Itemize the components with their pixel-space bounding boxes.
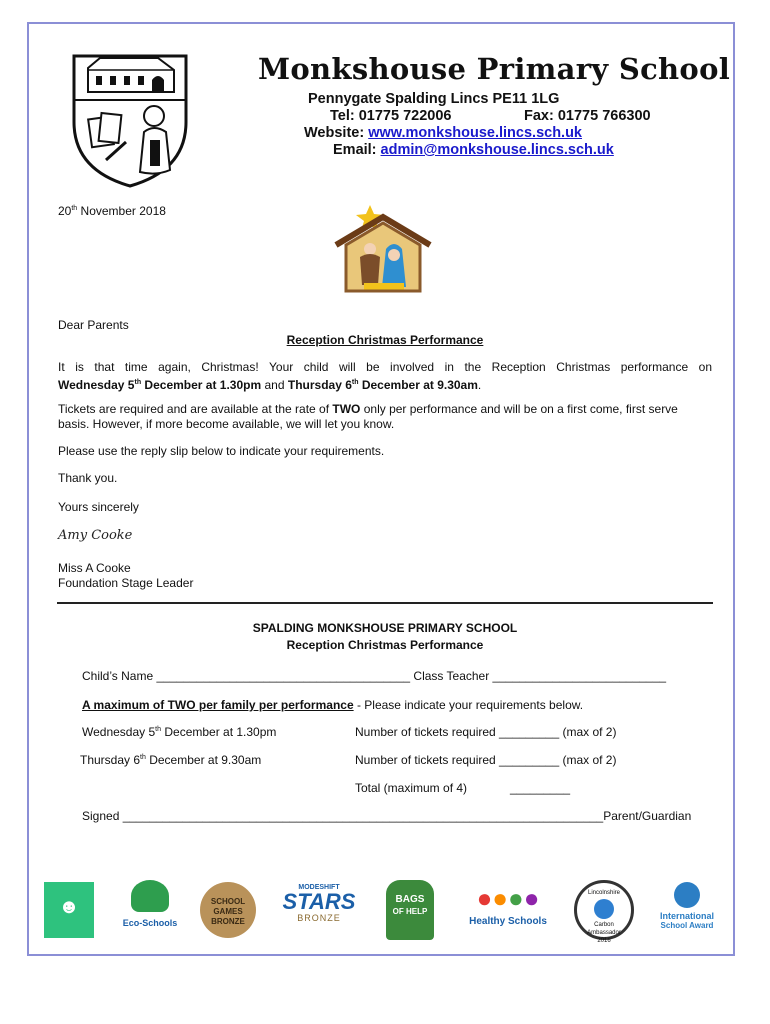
signed-field[interactable]: Signed ________________________________________________________________________Parent/Guardian bbox=[82, 809, 692, 823]
international-school-award-logo: International School Award bbox=[650, 882, 724, 938]
person-icon: ☻ bbox=[58, 896, 80, 918]
thanks: Thank you. bbox=[58, 471, 118, 485]
eco-schools-logo: Eco-Schools bbox=[120, 880, 180, 940]
email-label: Email: bbox=[333, 142, 377, 158]
bags-of-help-logo: BAGS OF HELP bbox=[386, 880, 434, 940]
school-crest-logo bbox=[70, 52, 190, 188]
paragraph-3: Please use the reply slip below to indicate your requirements. bbox=[58, 444, 385, 458]
website-label: Website: bbox=[304, 125, 365, 141]
signature: Amy Cooke bbox=[58, 528, 133, 543]
healthy-schools-logo: ●●●● Healthy Schools bbox=[456, 880, 560, 940]
globe-people-icon bbox=[674, 882, 700, 908]
paragraph-1-line-2: Wednesday 5th December at 1.30pm and Thursday 6th December at 9.30am. bbox=[58, 378, 482, 392]
thursday-label: Thursday 6th December at 9.30am bbox=[80, 753, 262, 767]
total-field[interactable]: _________ bbox=[510, 781, 571, 795]
website-line bbox=[304, 125, 582, 141]
carbon-ambassador-logo: Lincolnshire Carbon Ambassador 2016 bbox=[574, 880, 634, 940]
letter-date: 20th November 2018 bbox=[58, 204, 166, 218]
school-address: Pennygate Spalding Lincs PE11 1LG bbox=[308, 91, 560, 107]
paragraph-1-line-1: It is that time again, Christmas! Your child will be involved in the Reception Christmas performance on bbox=[58, 360, 712, 374]
wednesday-label: Wednesday 5th December at 1.30pm bbox=[82, 725, 277, 739]
website-link[interactable]: www.monkshouse.lincs.sch.uk bbox=[368, 125, 583, 141]
healthy-schools-award-logo bbox=[44, 882, 94, 938]
fax: Fax: 01775 766300 bbox=[524, 108, 651, 124]
closing: Yours sincerely bbox=[58, 500, 139, 514]
thursday-tickets-field[interactable]: Number of tickets required _________ (max of 2) bbox=[355, 753, 617, 767]
globe-icon bbox=[594, 899, 614, 919]
nativity-image bbox=[330, 205, 436, 301]
greeting: Dear Parents bbox=[58, 318, 129, 332]
school-games-bronze-logo: SCHOOL GAMES BRONZE bbox=[200, 882, 256, 938]
signer-name: Miss A Cooke bbox=[58, 561, 131, 575]
slip-school: SPALDING MONKSHOUSE PRIMARY SCHOOL bbox=[252, 621, 518, 635]
footer-logos bbox=[40, 880, 730, 942]
maximum-note: A maximum of TWO per family per performance - Please indicate your requirements below. bbox=[82, 698, 584, 712]
letter-title: Reception Christmas Performance bbox=[286, 333, 484, 347]
email-link[interactable]: admin@monkshouse.lincs.sch.uk bbox=[380, 142, 614, 158]
signer-role: Foundation Stage Leader bbox=[58, 576, 194, 590]
modeshift-stars-logo: MODESHIFT STARS BRONZE bbox=[282, 884, 356, 923]
total-label: Total (maximum of 4) bbox=[355, 781, 468, 795]
slip-title: Reception Christmas Performance bbox=[286, 638, 484, 652]
telephone: Tel: 01775 722006 bbox=[330, 108, 452, 124]
school-name: Monkshouse Primary School bbox=[258, 52, 731, 86]
tree-icon bbox=[131, 880, 169, 912]
wednesday-tickets-field[interactable]: Number of tickets required _________ (max of 2) bbox=[355, 725, 617, 739]
child-name-field[interactable]: Child’s Name ______________________________________ Class Teacher __________________________ bbox=[82, 669, 667, 683]
figures-icon: ●●●● bbox=[476, 883, 540, 913]
divider bbox=[57, 602, 713, 604]
paragraph-2: Tickets are required and are available at the rate of TWO only per performance and will be on a first come, first serve basis. However, if more become available, we will let you know. bbox=[58, 402, 678, 431]
email-line bbox=[333, 142, 614, 158]
